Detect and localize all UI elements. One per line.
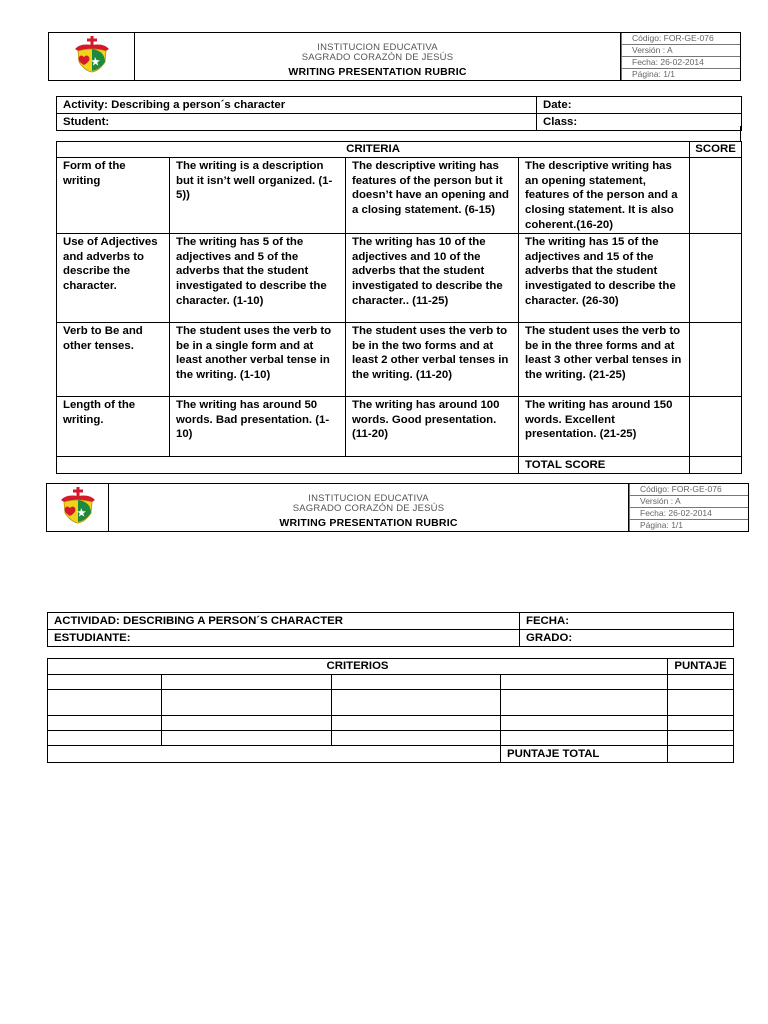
total-blank-cell	[48, 745, 501, 762]
score-cell[interactable]	[690, 396, 742, 456]
criteria-header: CRITERIA	[57, 142, 690, 158]
level-cell: The writing has 15 of the adjectives and 15 of the adverbs that the student investigated to describe the character. (26-30)	[519, 233, 690, 322]
spacer-line-right	[740, 126, 741, 142]
level-cell: The writing has 5 of the adjectives and 5 of the adverbs that the student investigated to describe the character. (1-10)	[170, 233, 346, 322]
codigo-text: Código: FOR-GE-076	[622, 33, 741, 45]
level-cell[interactable]	[332, 715, 501, 730]
logo-cell	[49, 33, 135, 81]
total-score-cell[interactable]	[690, 456, 742, 473]
pagina-text: Página: 1/1	[630, 520, 749, 532]
level-cell: The student uses the verb to be in a single form and at least another verbal tense in the writing. (1-10)	[170, 322, 346, 396]
puntaje-header: PUNTAJE	[668, 659, 734, 675]
level-cell[interactable]	[332, 689, 501, 715]
table-row	[48, 715, 734, 730]
institution-line-1: INSTITUCION EDUCATIVA	[317, 42, 438, 53]
score-cell[interactable]	[668, 715, 734, 730]
date-label: Date:	[537, 97, 742, 114]
table-row	[57, 396, 742, 456]
rubric-title: WRITING PRESENTATION RUBRIC	[288, 66, 467, 78]
level-cell: The writing is a description but it isn’t well organized. (1-5))	[170, 157, 346, 233]
fecha-text: Fecha: 26-02-2014	[630, 508, 749, 520]
level-cell: The descriptive writing has an opening statement, features of the person and a closing statement. It is also coherent.(16-20)	[519, 157, 690, 233]
level-cell: The writing has around 100 words. Good presentation. (11-20)	[346, 396, 519, 456]
table-row	[57, 157, 742, 233]
criterion-cell: Form of the writing	[57, 157, 170, 233]
header-meta-cell	[629, 484, 749, 532]
table-row	[48, 674, 734, 689]
class-label: Class:	[537, 113, 742, 130]
header-meta-cell	[621, 33, 741, 81]
level-cell: The descriptive writing has features of the person but it doesn’t have an opening and a closing statement. (6-15)	[346, 157, 519, 233]
table-row	[57, 322, 742, 396]
score-cell[interactable]	[668, 674, 734, 689]
rubrica-table	[47, 658, 733, 763]
total-score-label: TOTAL SCORE	[519, 456, 690, 473]
level-cell[interactable]	[501, 689, 668, 715]
level-cell: The writing has around 50 words. Bad presentation. (1-10)	[170, 396, 346, 456]
fecha-label: FECHA:	[520, 613, 734, 630]
version-text: Versión : A	[622, 45, 741, 57]
table-row	[48, 689, 734, 715]
logo-cell	[47, 484, 109, 532]
document-header-1	[48, 32, 740, 79]
score-cell[interactable]	[668, 730, 734, 745]
level-cell[interactable]	[501, 730, 668, 745]
pagina-text: Página: 1/1	[622, 69, 741, 81]
school-crest-icon	[58, 486, 98, 524]
activity-label: Activity: Describing a person´s character	[57, 97, 537, 114]
score-header: SCORE	[690, 142, 742, 158]
document-header-2	[46, 483, 748, 530]
header-title-cell	[135, 33, 621, 81]
level-cell[interactable]	[162, 715, 332, 730]
criterion-cell[interactable]	[48, 715, 162, 730]
puntaje-total-cell[interactable]	[668, 745, 734, 762]
criterion-cell: Verb to Be and other tenses.	[57, 322, 170, 396]
header-title-cell	[109, 484, 629, 532]
puntaje-total-label: PUNTAJE TOTAL	[501, 745, 668, 762]
student-label: Student:	[57, 113, 537, 130]
actividad-label: ACTIVIDAD: DESCRIBING A PERSON´S CHARACTER	[48, 613, 520, 630]
level-cell: The writing has 10 of the adjectives and 10 of the adverbs that the student investigated to describe the character.. (11-25)	[346, 233, 519, 322]
institution-line-1: INSTITUCION EDUCATIVA	[308, 493, 429, 504]
criterion-cell: Use of Adjectives and adverbs to describe the character.	[57, 233, 170, 322]
score-cell[interactable]	[668, 689, 734, 715]
score-cell[interactable]	[690, 157, 742, 233]
table-row	[48, 730, 734, 745]
level-cell: The student uses the verb to be in the two forms and at least 2 other verbal tenses in the writing. (11-20)	[346, 322, 519, 396]
rubric-table	[56, 141, 741, 474]
criterios-header: CRITERIOS	[48, 659, 668, 675]
score-cell[interactable]	[690, 233, 742, 322]
rubric-title: WRITING PRESENTATION RUBRIC	[279, 517, 458, 529]
version-text: Versión : A	[630, 496, 749, 508]
table-row	[57, 233, 742, 322]
actividad-info-table	[47, 612, 733, 647]
criterion-cell[interactable]	[48, 730, 162, 745]
institution-line-2: SAGRADO CORAZÓN DE JESÚS	[301, 52, 454, 63]
score-cell[interactable]	[690, 322, 742, 396]
level-cell[interactable]	[501, 715, 668, 730]
level-cell[interactable]	[332, 674, 501, 689]
level-cell: The student uses the verb to be in the three forms and at least 3 other verbal tenses in the writing. (21-25)	[519, 322, 690, 396]
level-cell: The writing has around 150 words. Excellent presentation. (21-25)	[519, 396, 690, 456]
grado-label: GRADO:	[520, 629, 734, 646]
codigo-text: Código: FOR-GE-076	[630, 484, 749, 496]
total-blank-cell	[57, 456, 519, 473]
level-cell[interactable]	[162, 689, 332, 715]
criterion-cell[interactable]	[48, 689, 162, 715]
level-cell[interactable]	[162, 674, 332, 689]
estudiante-label: ESTUDIANTE:	[48, 629, 520, 646]
criterion-cell: Length of the writing.	[57, 396, 170, 456]
level-cell[interactable]	[162, 730, 332, 745]
level-cell[interactable]	[332, 730, 501, 745]
criterion-cell[interactable]	[48, 674, 162, 689]
activity-info-table	[56, 96, 741, 131]
institution-line-2: SAGRADO CORAZÓN DE JESÚS	[292, 503, 445, 514]
school-crest-icon	[72, 35, 112, 73]
level-cell[interactable]	[501, 674, 668, 689]
fecha-text: Fecha: 26-02-2014	[622, 57, 741, 69]
